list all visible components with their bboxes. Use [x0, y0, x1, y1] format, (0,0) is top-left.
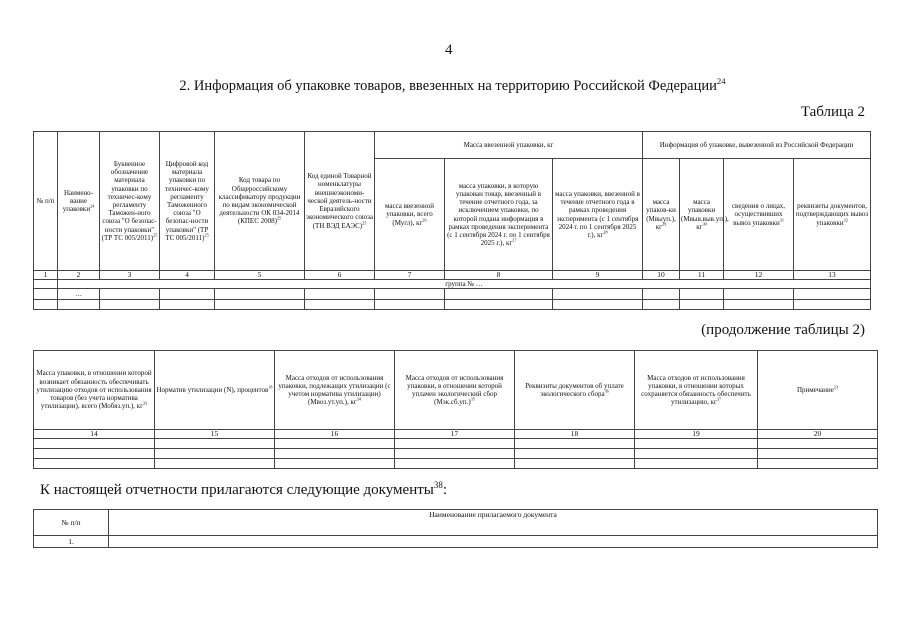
col-number: 10 — [643, 271, 680, 280]
table-cell — [155, 449, 275, 459]
header-export-persons: сведения о лицах, осуществивших вывоз упаковки$^{31}$ — [724, 159, 794, 271]
table-cell — [635, 449, 758, 459]
header-mass-group: Масса ввезенной упаковки, кг — [375, 132, 643, 159]
header-remaining-obligation: Масса отходов от использования упаковки, в отношении которых сохраняется обязанность обеспечить утилизацию, $кг^{37}$ — [635, 351, 758, 430]
doc-row-name — [109, 536, 878, 548]
table-cell — [275, 449, 395, 459]
table-cell — [34, 459, 155, 469]
header-num: № п/п — [34, 132, 58, 271]
header-material-code: Буквенное обозначение материала упаковки по техничес-кому регламенту Таможен-ного союза "О безопас-ности упаковки" (ТР ТС 005/2011)$^{25}$ — [100, 132, 160, 271]
table-cell — [758, 439, 878, 449]
table-cell — [445, 289, 553, 300]
table-cell — [275, 459, 395, 469]
header-tnved-code: Код единой Товарной номенклатуры внешнеэкономи-ческой деятель-ности Евразийского экономического союза (ТН ВЭД ЕАЭС)$^{25}$ — [305, 132, 375, 271]
table-cell — [34, 449, 155, 459]
header-doc-name: Наименование прилагаемого документа — [109, 510, 878, 536]
header-doc-num: № п/п — [34, 510, 109, 536]
table-cell — [635, 439, 758, 449]
col-number: 9 — [553, 271, 643, 280]
packaging-import-table — [33, 131, 871, 310]
header-obligation-mass: Масса упаковки, в отношении которой возникает обязанность обеспечивать утилизацию отходов от использования товаров (без учета норматива утилизации), всего (Мобяз.уп.), $кг^{33}$ — [34, 351, 155, 430]
col-number: 2 — [58, 271, 100, 280]
col-number: 16 — [275, 430, 395, 439]
col-number: 14 — [34, 430, 155, 439]
col-number: 18 — [515, 430, 635, 439]
table-cell — [445, 300, 553, 310]
table-cell — [100, 300, 160, 310]
ellipsis-cell: … — [58, 289, 100, 300]
table-cell — [100, 289, 160, 300]
col-number: 7 — [375, 271, 445, 280]
table-cell — [395, 459, 515, 469]
table-cell — [635, 459, 758, 469]
col-number: 1 — [34, 271, 58, 280]
table-cell — [724, 300, 794, 310]
table-cell — [794, 300, 871, 310]
table-cell — [643, 289, 680, 300]
table-cell — [34, 439, 155, 449]
header-export-group: Информация об упаковке, вывезенной из Российской Федерации — [643, 132, 871, 159]
header-export-mass2: масса упаковки (Мвыв.выв.уп.), $кг^{30}$ — [680, 159, 724, 271]
header-digital-code: Цифровой код материала упаковки по техничес-кому регламенту Таможенного союза "О безопас-ности упаковки" (ТР ТС 005/2011)$^{25}$ — [160, 132, 215, 271]
table-cell — [160, 289, 215, 300]
header-eco-fee-mass: Масса отходов от использования упаковки, в отношении которой уплачен экологический сбор $(Мэк.сб.уп.)^{35}$ — [395, 351, 515, 430]
table-cell — [553, 300, 643, 310]
table-cell — [758, 459, 878, 469]
table-cell — [375, 289, 445, 300]
col-number: 12 — [724, 271, 794, 280]
col-number: 19 — [635, 430, 758, 439]
table-cell — [215, 289, 305, 300]
table-cell — [395, 449, 515, 459]
table-cell — [305, 289, 375, 300]
header-mass-total: масса ввезенной упаковки, всего (Мугл), $кг^{26}$ — [375, 159, 445, 271]
table-cell — [215, 300, 305, 310]
table-cell — [58, 300, 100, 310]
table-cell — [305, 300, 375, 310]
table-cell — [553, 289, 643, 300]
page-number: 4 — [445, 42, 453, 58]
header-export-mass: масса упаков-ки (Мвыуп.), $кг^{29}$ — [643, 159, 680, 271]
table-cell — [515, 459, 635, 469]
col-number: 5 — [215, 271, 305, 280]
header-okpd-code: Код товара по Общероссийскому классификатору продукции по видам экономической деятельности ОК 034-2014 (КПЕС 2008)$^{25}$ — [215, 132, 305, 271]
table-cell — [515, 449, 635, 459]
table-cell — [375, 300, 445, 310]
table-label: Таблица 2 — [800, 104, 865, 120]
col-number: 20 — [758, 430, 878, 439]
col-number: 4 — [160, 271, 215, 280]
continuation-label: (продолжение таблицы 2) — [701, 322, 865, 338]
header-export-docs: реквизиты документов, подтверждающих вывоз упаковки$^{32}$ — [794, 159, 871, 271]
doc-row-num: 1. — [34, 536, 109, 548]
table-cell — [758, 449, 878, 459]
group-row: группа № … — [58, 280, 871, 289]
header-mass-year: масса упаковки, в которую упакован товар, ввезенный в течение отчетного года, за исключением упаковки, по которой подана информация в рамках проведения эксперимента (с 1 сентября 2024 г. по 1 сентября 2025 г.), $кг^{27}$ — [445, 159, 553, 271]
header-utilization-norm: Норматив утилизации (N), процентов$^{18}$ — [155, 351, 275, 430]
col-number: 6 — [305, 271, 375, 280]
group-row-lead — [34, 280, 58, 289]
table-cell — [34, 289, 58, 300]
packaging-continuation-table — [33, 350, 878, 469]
table-cell — [395, 439, 515, 449]
table-cell — [680, 300, 724, 310]
table-cell — [34, 300, 58, 310]
table-cell — [160, 300, 215, 310]
col-number: 17 — [395, 430, 515, 439]
table-cell — [680, 289, 724, 300]
table-cell — [515, 439, 635, 449]
col-number: 11 — [680, 271, 724, 280]
header-package-name: Наимено-вание упаковки$^{24}$ — [58, 132, 100, 271]
col-number: 3 — [100, 271, 160, 280]
table-cell — [724, 289, 794, 300]
section-title: 2. Информация об упаковке товаров, ввезенных на территорию Российской Федерации$^{24}$ — [179, 76, 726, 94]
header-eco-fee-docs: Реквизиты документов об уплате экологического сбора$^{36}$ — [515, 351, 635, 430]
table-cell — [155, 459, 275, 469]
col-number: 8 — [445, 271, 553, 280]
table-cell — [794, 289, 871, 300]
col-number: 15 — [155, 430, 275, 439]
attached-documents-table — [33, 509, 878, 548]
table-cell — [155, 439, 275, 449]
table-cell — [275, 439, 395, 449]
header-waste-mass: Масса отходов от использования упаковки, подлежащих утилизации (с учетом норматива утилизации) (Мвоз.ут.уп.), $кг^{34}$ — [275, 351, 395, 430]
header-note: Примечание$^{23}$ — [758, 351, 878, 430]
col-number: 13 — [794, 271, 871, 280]
docs-title: К настоящей отчетности прилагаются следующие документы$^{38}$: — [40, 480, 448, 498]
header-mass-experiment: масса упаковки, ввезенной в течение отчетного года в рамках проведения эксперимента (с 1 сентября 2024 г. по 1 сентября 2025 г.), $кг^{28}$ — [553, 159, 643, 271]
table-cell — [643, 300, 680, 310]
